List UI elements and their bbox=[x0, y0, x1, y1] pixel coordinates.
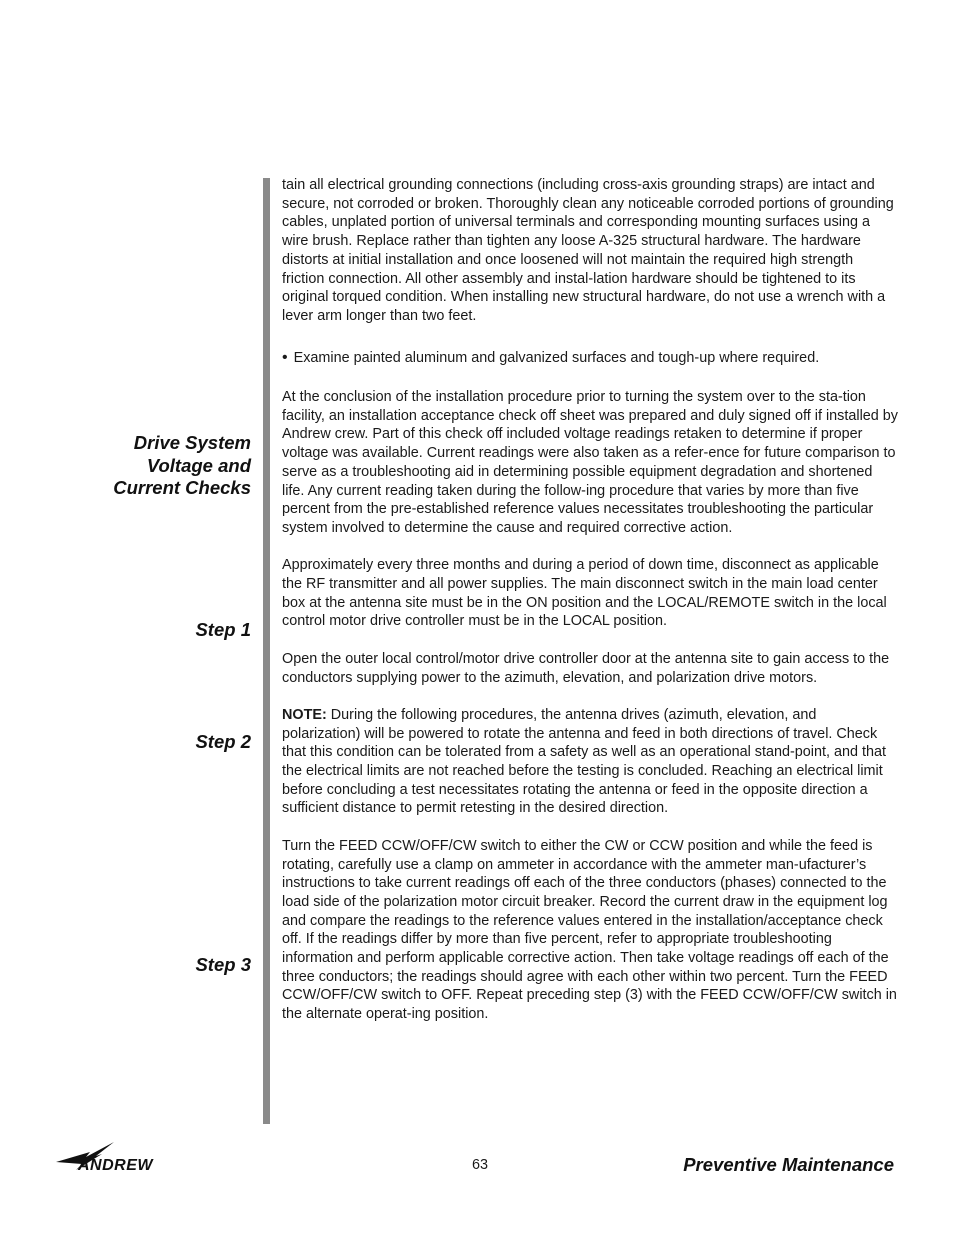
paragraph-step-1: Approximately every three months and during a period of down time, disconnect as applicable the RF transmitter and all power supplies. The main disconnect switch in the main load center box at the antenna site must be in the ON position and the LOCAL/REMOTE switch in the local control motor drive controller must be in the LOCAL position. bbox=[282, 557, 887, 630]
paragraph-step-3: Turn the FEED CCW/OFF/CW switch to either the CW or CCW position and while the feed is rotating, carefully use a clamp on ammeter in accordance with the ammeter man-ufacturer’s instructions to take current readings off each of the three conductors (phases) connected to the load side of the polarization motor circuit breaker. Record the current draw in the equipment log and compare the readings to the reference values entered in the installation/acceptance check off. If the readings differ by more than five percent, refer to appropriate troubleshooting information and perform applicable corrective action. Then take voltage readings off each of the three conductors; the readings should agree with each other within two percent. Turn the FEED CCW/OFF/CW switch to OFF. Repeat preceding step (3) with the FEED CCW/OFF/CW switch in the alternate operat-ing position. bbox=[282, 837, 897, 1023]
body-text bbox=[282, 176, 898, 1024]
paragraph-drive-system: At the conclusion of the installation procedure prior to turning the system over to the sta-tion facility, an installation acceptance check off sheet was prepared and duly signed off if installed by Andrew crew. Part of this check off included voltage readings retaken to determine if proper voltage was available. Current readings were also taken as a refer-ence for future comparison to serve as a troubleshooting aid in determining possible equipment degradation and shortened life. Any current reading taken during the follow-ing procedure that varies by more than five percent from the pre-established reference values necessitates troubleshooting the particular system involved to determine the cause and required corrective action. bbox=[282, 389, 898, 536]
spacer bbox=[282, 538, 898, 557]
footer-section-title: Preventive Maintenance bbox=[683, 1154, 894, 1175]
page-number: 63 bbox=[472, 1157, 489, 1173]
heading-step-2: Step 2 bbox=[195, 731, 251, 752]
spacer bbox=[282, 631, 898, 650]
margin-rule bbox=[263, 178, 270, 1124]
paragraph-note bbox=[282, 706, 898, 818]
logo-wordmark: ANDREW bbox=[78, 1157, 153, 1174]
heading-step-1: Step 1 bbox=[195, 619, 251, 640]
paragraph-grounding: tain all electrical grounding connections (including cross-axis grounding straps) are intact and secure, not corroded or broken. Thoroughly clean any noticeable corroded portions of grounding cables, unplated portion of universal terminals and corresponding mounting surfaces using a wire brush. Replace rather than tighten any loose A-325 structural hardware. The hardware distorts at initial installation and once loosened will not maintain the required high strength friction connection. All other assembly and instal-lation hardware should be tightened to its original torqued condition. When installing new structural hardware, do not use a wrench with a lever arm longer than two feet. bbox=[282, 177, 894, 324]
spacer bbox=[282, 818, 898, 837]
bullet-icon: • bbox=[282, 349, 288, 367]
spacer bbox=[282, 687, 898, 706]
heading-step-3: Step 3 bbox=[195, 954, 251, 975]
spacer bbox=[282, 326, 898, 345]
bullet-text: Examine painted aluminum and galvanized surfaces and tough-up where required. bbox=[293, 350, 820, 367]
bullet-item bbox=[282, 349, 898, 368]
heading-line: Current Checks bbox=[113, 477, 251, 499]
note-label: NOTE: bbox=[282, 706, 327, 723]
heading-line: Drive System bbox=[133, 432, 251, 453]
note-text: During the following procedures, the antenna drives (azimuth, elevation, and polarization) will be powered to rotate the antenna and feed in both directions of travel. Check that this condition can be tolerated from a safety as well as an operational stand-point, and that the electrical limits are not reached before the testing is concluded. Reaching an electrical limit before concluding a test necessitates rotating the antenna or feed in the opposite direction a sufficient distance to permit retesting in the desired direction. bbox=[282, 706, 886, 817]
heading-line: Voltage and bbox=[146, 454, 251, 476]
spacer bbox=[282, 368, 898, 388]
heading-drive-system bbox=[113, 432, 251, 500]
paragraph-step-2: Open the outer local control/motor drive controller door at the antenna site to gain access to the conductors supplying power to the azimuth, elevation, and polarization drive motors. bbox=[282, 650, 890, 686]
